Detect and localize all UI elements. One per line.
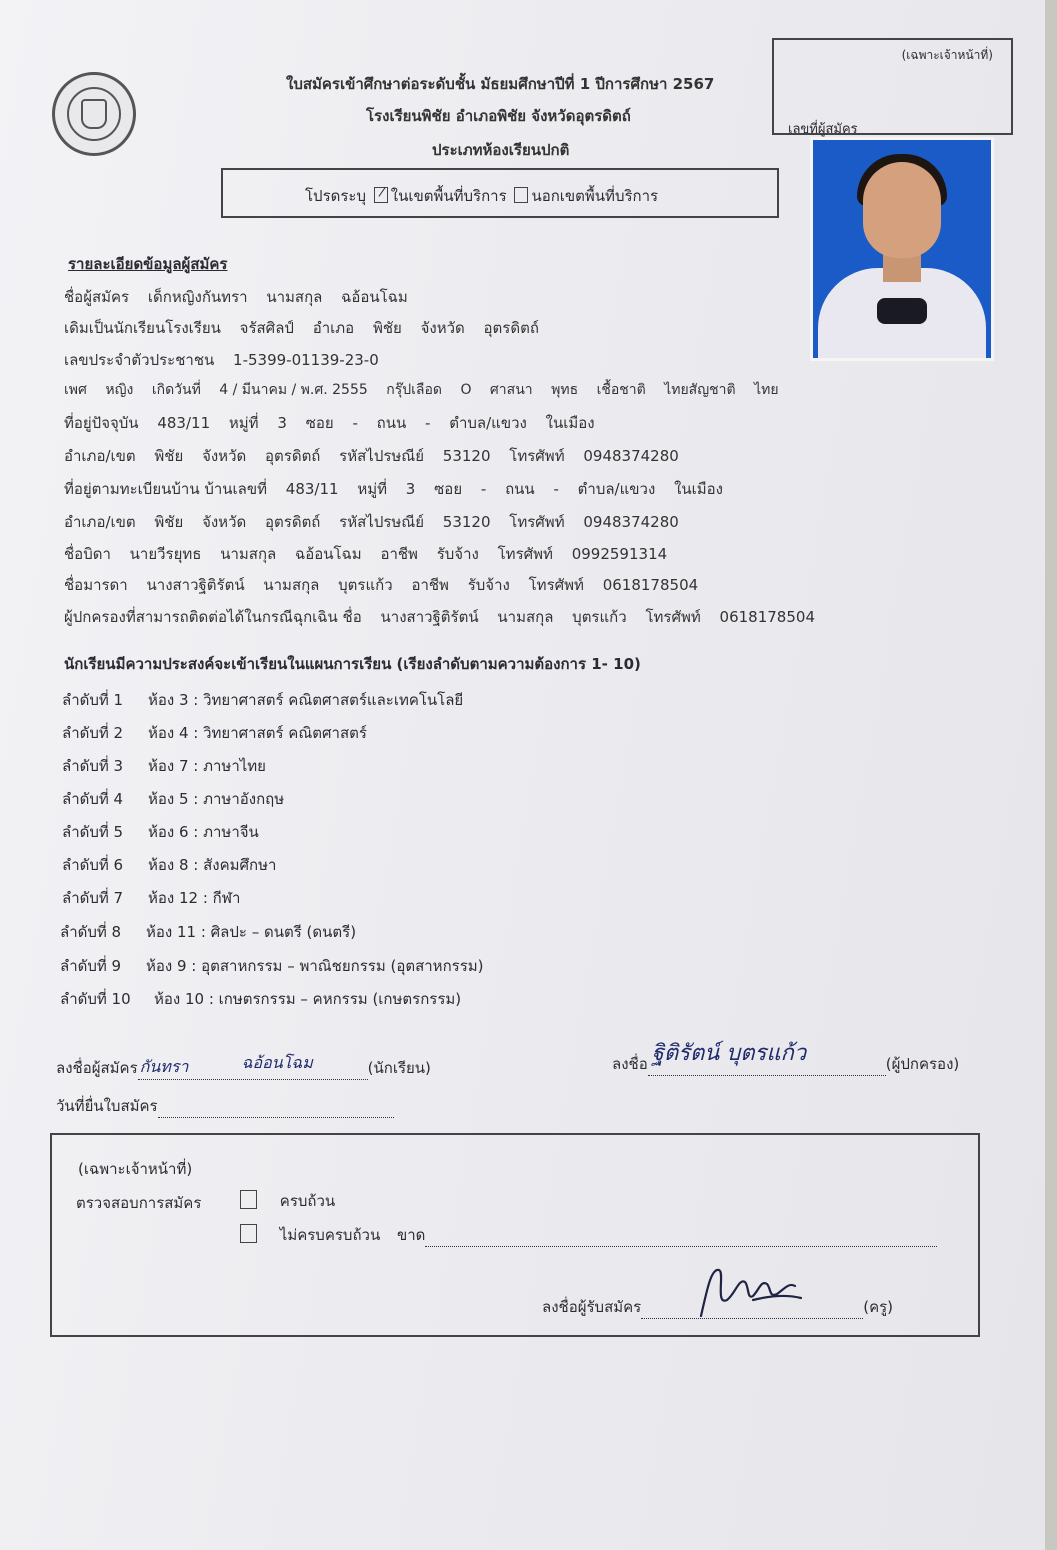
preference-room: ห้อง 3 : วิทยาศาสตร์ คณิตศาสตร์และเทคโนโลยี <box>148 691 464 709</box>
preference-rank: ลำดับที่ 1 <box>62 691 124 709</box>
preference-item <box>60 954 484 978</box>
receiver-signature-line <box>641 1304 863 1319</box>
father-surname: ฉอ้อนโฉม <box>295 545 362 563</box>
preference-room: ห้อง 7 : ภาษาไทย <box>148 757 266 775</box>
registered-subdistrict: ในเมือง <box>674 480 723 498</box>
citizen-id-row <box>64 348 393 372</box>
guardian-signature-label: ลงชื่อ <box>612 1055 648 1073</box>
guardian-row <box>64 605 829 629</box>
current-province: อุตรดิตถ์ <box>265 447 321 465</box>
classroom-type: ประเภทห้องเรียนปกติ <box>432 141 570 159</box>
preference-item <box>62 853 276 877</box>
citizen-id-label: เลขประจำตัวประชาชน <box>64 351 215 369</box>
current-moo: 3 <box>277 414 287 432</box>
ethnicity-label: เชื้อชาติ <box>596 382 646 398</box>
registered-address-row-2 <box>64 510 693 534</box>
preference-rank: ลำดับที่ 5 <box>62 823 124 841</box>
current-subdistrict-label: ตำบล/แขวง <box>449 414 527 432</box>
current-soi: - <box>352 414 358 432</box>
receiver-role: (ครู) <box>863 1298 894 1316</box>
religion-label: ศาสนา <box>489 382 533 398</box>
staff-use-label: (เฉพาะเจ้าหน้าที่) <box>78 1160 193 1178</box>
mother-job: รับจ้าง <box>467 576 510 594</box>
service-area-prompt: โปรดระบุ <box>305 187 367 205</box>
applicant-photo <box>813 140 991 358</box>
preference-room: ห้อง 12 : กีฬา <box>148 889 241 907</box>
preferences-heading: นักเรียนมีความประสงค์จะเข้าเรียนในแผนการเรียน (เรียงลำดับตามความต้องการ 1- 10) <box>64 655 641 673</box>
father-phone-label: โทรศัพท์ <box>497 545 553 563</box>
registered-soi: - <box>480 480 487 498</box>
preference-rank: ลำดับที่ 10 <box>60 990 131 1008</box>
current-road: - <box>425 414 431 432</box>
applicant-signature-line <box>138 1053 368 1080</box>
mother-row <box>64 573 712 597</box>
name-value: เด็กหญิงกันทรา <box>147 288 248 306</box>
current-province-label: จังหวัด <box>202 447 247 465</box>
service-area-choice-box <box>221 168 779 218</box>
prev-province-label: จังหวัด <box>420 319 465 337</box>
preference-item <box>60 920 356 944</box>
preference-room: ห้อง 8 : สังคมศึกษา <box>148 856 277 874</box>
name-label: ชื่อผู้สมัคร <box>64 288 130 306</box>
official-use-box <box>772 38 1013 135</box>
guardian-signature: ฐิติรัตน์ บุตรแก้ว <box>651 1041 807 1066</box>
registered-province-label: จังหวัด <box>202 513 247 531</box>
preference-item <box>62 886 240 910</box>
registered-address-label: ที่อยู่ตามทะเบียนบ้าน บ้านเลขที่ <box>64 480 267 498</box>
nationality-value: ไทย <box>754 382 779 398</box>
father-job: รับจ้าง <box>436 545 479 563</box>
submission-date-blank <box>158 1103 394 1118</box>
preference-rank: ลำดับที่ 7 <box>62 889 124 907</box>
registered-soi-label: ซอย <box>434 480 463 498</box>
seal-emblem-icon <box>81 99 107 129</box>
mother-surname-label: นามสกุล <box>263 576 320 594</box>
previous-school-row <box>64 316 553 340</box>
submission-date-field[interactable] <box>56 1094 394 1118</box>
mother-phone: 0618178504 <box>602 576 699 594</box>
prev-school-value: จรัสศิลป์ <box>239 319 294 337</box>
guardian-signature-field[interactable] <box>612 1041 960 1076</box>
receiver-signature-field[interactable] <box>542 1295 893 1319</box>
service-area-row <box>305 184 658 208</box>
preference-rank: ลำดับที่ 4 <box>62 790 124 808</box>
applicant-signature-label: ลงชื่อผู้สมัคร <box>56 1059 138 1077</box>
guardian-surname: บุตรแก้ว <box>572 608 627 626</box>
preference-rank: ลำดับที่ 8 <box>60 923 122 941</box>
prev-district-label: อำเภอ <box>312 319 355 337</box>
school-name-line: โรงเรียนพิชัย อำเภอพิชัย จังหวัดอุตรดิตถ์ <box>366 107 631 125</box>
applicant-role: (นักเรียน) <box>367 1059 431 1077</box>
preference-item <box>62 688 463 712</box>
guardian-signature-line <box>648 1041 886 1076</box>
form-title: ใบสมัครเข้าศึกษาต่อระดับชั้น มัธยมศึกษาปีที่ 1 ปีการศึกษา 2567 <box>286 75 715 93</box>
registered-phone: 0948374280 <box>583 513 679 531</box>
mother-name: นางสาวฐิติรัตน์ <box>146 576 245 594</box>
prev-province-value: อุตรดิตถ์ <box>483 319 539 337</box>
registered-postcode: 53120 <box>442 513 491 531</box>
current-phone: 0948374280 <box>583 447 679 465</box>
guardian-name: นางสาวฐิติรัตน์ <box>380 608 479 626</box>
blood-label: กรุ๊ปเลือด <box>386 382 442 398</box>
blood-value: O <box>460 382 472 398</box>
photo-tie <box>877 298 927 324</box>
preference-item <box>62 754 266 778</box>
father-phone: 0992591314 <box>571 545 668 563</box>
missing-label: ขาด <box>396 1226 426 1244</box>
registered-address-row-1 <box>64 477 737 501</box>
complete-option[interactable] <box>240 1189 335 1213</box>
surname-value: ฉอ้อนโฉม <box>341 288 408 306</box>
preference-room: ห้อง 5 : ภาษาอังกฤษ <box>148 790 285 808</box>
applicant-signature-last: ฉอ้อนโฉม <box>241 1053 313 1072</box>
preference-item <box>62 787 284 811</box>
current-district: พิชัย <box>154 447 184 465</box>
surname-label: นามสกุล <box>266 288 323 306</box>
check-application-label: ตรวจสอบการสมัคร <box>76 1194 202 1212</box>
prev-school-label: เดิมเป็นนักเรียนโรงเรียน <box>64 319 221 337</box>
guardian-surname-label: นามสกุล <box>497 608 554 626</box>
preference-rank: ลำดับที่ 2 <box>62 724 124 742</box>
staff-use-box <box>50 1133 980 1337</box>
preference-rank: ลำดับที่ 3 <box>62 757 124 775</box>
in-area-label: ในเขตพื้นที่บริการ <box>390 187 507 205</box>
father-label: ชื่อบิดา <box>64 545 111 563</box>
preference-room: ห้อง 6 : ภาษาจีน <box>148 823 259 841</box>
applicant-section-title: รายละเอียดข้อมูลผู้สมัคร <box>68 255 228 273</box>
registered-moo-label: หมู่ที่ <box>357 480 388 498</box>
current-soi-label: ซอย <box>305 414 334 432</box>
prev-district-value: พิชัย <box>372 319 402 337</box>
father-surname-label: นามสกุล <box>220 545 277 563</box>
current-postcode-label: รหัสไปรษณีย์ <box>339 447 424 465</box>
registered-postcode-label: รหัสไปรษณีย์ <box>339 513 424 531</box>
current-phone-label: โทรศัพท์ <box>509 447 565 465</box>
guardian-role: (ผู้ปกครอง) <box>885 1055 960 1073</box>
registered-subdistrict-label: ตำบล/แขวง <box>577 480 656 498</box>
preference-room: ห้อง 4 : วิทยาศาสตร์ คณิตศาสตร์ <box>148 724 367 742</box>
religion-value: พุทธ <box>551 382 579 398</box>
mother-surname: บุตรแก้ว <box>338 576 393 594</box>
preference-room: ห้อง 11 : ศิลปะ – ดนตรี (ดนตรี) <box>146 923 357 941</box>
complete-checkbox[interactable] <box>240 1190 257 1209</box>
complete-label: ครบถ้วน <box>279 1192 336 1210</box>
mother-job-label: อาชีพ <box>411 576 449 594</box>
citizen-id-value: 1-5399-01139-23-0 <box>233 351 379 369</box>
incomplete-option[interactable] <box>240 1223 937 1247</box>
preference-item <box>62 721 367 745</box>
out-area-label: นอกเขตพื้นที่บริการ <box>531 187 659 205</box>
missing-blank <box>425 1234 937 1247</box>
preference-rank: ลำดับที่ 9 <box>60 957 122 975</box>
mother-label: ชื่อมารดา <box>64 576 128 594</box>
official-use-label: (เฉพาะเจ้าหน้าที่) <box>901 48 993 62</box>
preference-room: ห้อง 9 : อุตสาหกรรม – พาณิชยกรรม (อุตสาหกรรม) <box>146 957 484 975</box>
registered-phone-label: โทรศัพท์ <box>509 513 565 531</box>
registered-district: พิชัย <box>154 513 184 531</box>
applicant-number-field[interactable] <box>788 118 992 139</box>
current-house-no: 483/11 <box>157 414 211 432</box>
dob-value: 4 / มีนาคม / พ.ศ. 2555 <box>219 382 368 398</box>
father-job-label: อาชีพ <box>380 545 418 563</box>
nationality-label: สัญชาติ <box>688 382 736 398</box>
photo-face <box>863 162 941 258</box>
ethnicity-value: ไทย <box>664 382 689 398</box>
father-row <box>64 542 681 566</box>
registered-road-label: ถนน <box>505 480 535 498</box>
applicant-signature-field[interactable] <box>56 1053 431 1080</box>
applicant-number-label: เลขที่ผู้สมัคร <box>788 122 858 137</box>
mother-phone-label: โทรศัพท์ <box>528 576 584 594</box>
current-postcode: 53120 <box>442 447 491 465</box>
registered-district-label: อำเภอ/เขต <box>64 513 136 531</box>
personal-info-row <box>64 379 793 401</box>
guardian-phone-label: โทรศัพท์ <box>645 608 701 626</box>
dob-label: เกิดวันที่ <box>151 382 201 398</box>
preference-room: ห้อง 10 : เกษตรกรรม – คหกรรม (เกษตรกรรม) <box>154 990 462 1008</box>
father-name: นายวีรยุทธ <box>129 545 202 563</box>
applicant-name-row <box>64 285 422 309</box>
registered-house-no: 483/11 <box>285 480 339 498</box>
registered-moo: 3 <box>405 480 416 498</box>
receiver-signature-label: ลงชื่อผู้รับสมัคร <box>542 1298 642 1316</box>
guardian-label: ผู้ปกครองที่สามารถติดต่อได้ในกรณีฉุกเฉิน ชื่อ <box>64 608 362 626</box>
current-moo-label: หมู่ที่ <box>228 414 259 432</box>
applicant-number-blank <box>858 138 992 139</box>
registered-province: อุตรดิตถ์ <box>265 513 321 531</box>
current-address-row-2 <box>64 444 693 468</box>
incomplete-checkbox[interactable] <box>240 1224 257 1243</box>
current-subdistrict: ในเมือง <box>545 414 595 432</box>
preference-rank: ลำดับที่ 6 <box>62 856 124 874</box>
school-seal-logo <box>52 72 136 156</box>
preference-item <box>62 820 259 844</box>
out-area-checkbox[interactable] <box>514 187 528 203</box>
current-address-row-1 <box>64 411 609 435</box>
incomplete-label: ไม่ครบครบถ้วน <box>279 1226 381 1244</box>
registered-road: - <box>553 480 559 498</box>
sex-label: เพศ <box>64 382 87 398</box>
receiver-signature-scribble <box>693 1260 813 1320</box>
background-edge <box>1045 0 1057 1550</box>
guardian-phone: 0618178504 <box>719 608 815 626</box>
in-area-checkbox[interactable] <box>374 187 388 203</box>
preference-item <box>60 987 461 1011</box>
current-road-label: ถนน <box>376 414 407 432</box>
current-district-label: อำเภอ/เขต <box>64 447 136 465</box>
current-address-label: ที่อยู่ปัจจุบัน <box>64 414 139 432</box>
sex-value: หญิง <box>105 382 134 398</box>
submission-date-label: วันที่ยื่นใบสมัคร <box>56 1097 158 1115</box>
applicant-signature-first: กันทรา <box>139 1057 189 1076</box>
